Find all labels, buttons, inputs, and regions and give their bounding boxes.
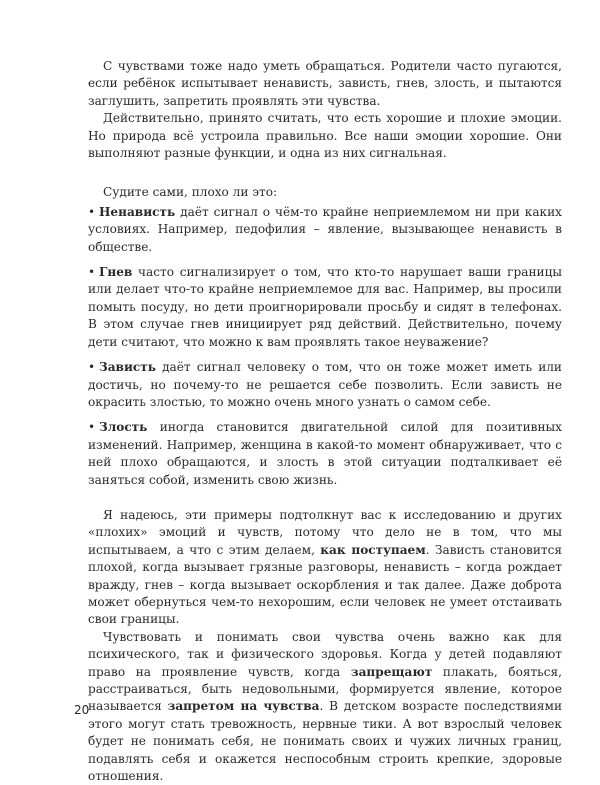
list-item: [88, 204, 562, 256]
paragraph-4: [88, 507, 562, 629]
page-number: 20: [74, 703, 90, 717]
definition: часто сигнализирует о том, что кто-то нарушает ваши границы или делает что-то крайне неприемлемое для вас. Например, вы просили помыть посуду, но дети проигнорировали просьбу и сидят в телефонах. В этом случае гнев инициирует ряд действий. Действительно, почему дети считают, что можно к вам проявлять такое неуважение?: [88, 265, 562, 349]
paragraph-3: Судите сами, плохо ли это:: [103, 185, 278, 200]
list-item: [88, 264, 562, 351]
text-run: Чувствовать и понимать свои чувства очень важно как для психического, так и физического здоровья. Когда у детей подавляют право на проявление чувств, когда: [88, 629, 562, 679]
definition: даёт сигнал человеку о том, что он тоже может иметь или достичь, но почему-то не решается себе позволить. Если зависть не окрасить злостью, то можно очень много узнать о самом себе.: [88, 360, 562, 409]
term: Ненависть: [99, 204, 176, 219]
text-run: плакать, бояться, расстраиваться, быть недовольными, формируется явление, которое называется: [88, 664, 562, 714]
list-item: [88, 419, 562, 489]
bullet-icon: •: [88, 420, 96, 435]
term: Злость: [99, 420, 148, 435]
text-run: . В детском возрасте последствиями этого могут стать тревожность, нервные тики. А вот взрослый человек будет не понимать себя, не понимать своих и чужих личных границ, подавлять себя и окажется неспособным строить крепкие, здоровые отношения.: [88, 699, 563, 784]
emphasis: запрещают: [350, 664, 433, 679]
page-content: [88, 58, 562, 785]
definition: иногда становится двигательной силой для позитивных изменений. Например, женщина в какой-то момент обнаруживает, что с ней плохо обращаются, и злость в этой ситуации подталкивает её заняться собой, изменить свою жизнь.: [88, 420, 562, 487]
term: Гнев: [99, 265, 133, 280]
paragraph-1: С чувствами тоже надо уметь обращаться. Родители часто пугаются, если ребёнок испытывает ненависть, зависть, гнев, злость, и пытаются заглушить, запретить проявлять эти чувства.: [88, 59, 562, 108]
text-run: . Зависть становится плохой, когда вызывает грязные разговоры, ненависть – когда рождает вражду, гнев – когда вызывает оскорбления и так далее. Даже доброта может обернуться чем-то нехорошим, если человек не умеет отстаивать свои границы.: [88, 542, 562, 627]
bullet-list: [88, 204, 562, 489]
bullet-icon: •: [88, 204, 96, 219]
bullet-icon: •: [88, 265, 96, 280]
bullet-icon: •: [88, 360, 96, 375]
text-run: Я надеюсь, эти примеры подтолкнут вас к исследованию и других «плохих» эмоций и чувств, потому что дело не в том, что мы испытываем, а что с этим делаем,: [88, 507, 562, 557]
list-item: [88, 359, 562, 411]
paragraph-5: [88, 629, 562, 785]
emphasis: как поступаем: [320, 542, 426, 557]
term: Зависть: [99, 360, 156, 375]
emphasis: запретом на чувства: [167, 699, 320, 714]
paragraph-2: Действительно, принято считать, что есть хорошие и плохие эмоции. Но природа всё устроила правильно. Все наши эмоции хорошие. Они выполняют разные функции, и одна из них сигнальная.: [88, 111, 562, 161]
definition: даёт сигнал о чём-то крайне неприемлемом ни при каких условиях. Например, педофилия – явление, вызывающее ненависть в обществе.: [88, 204, 562, 254]
